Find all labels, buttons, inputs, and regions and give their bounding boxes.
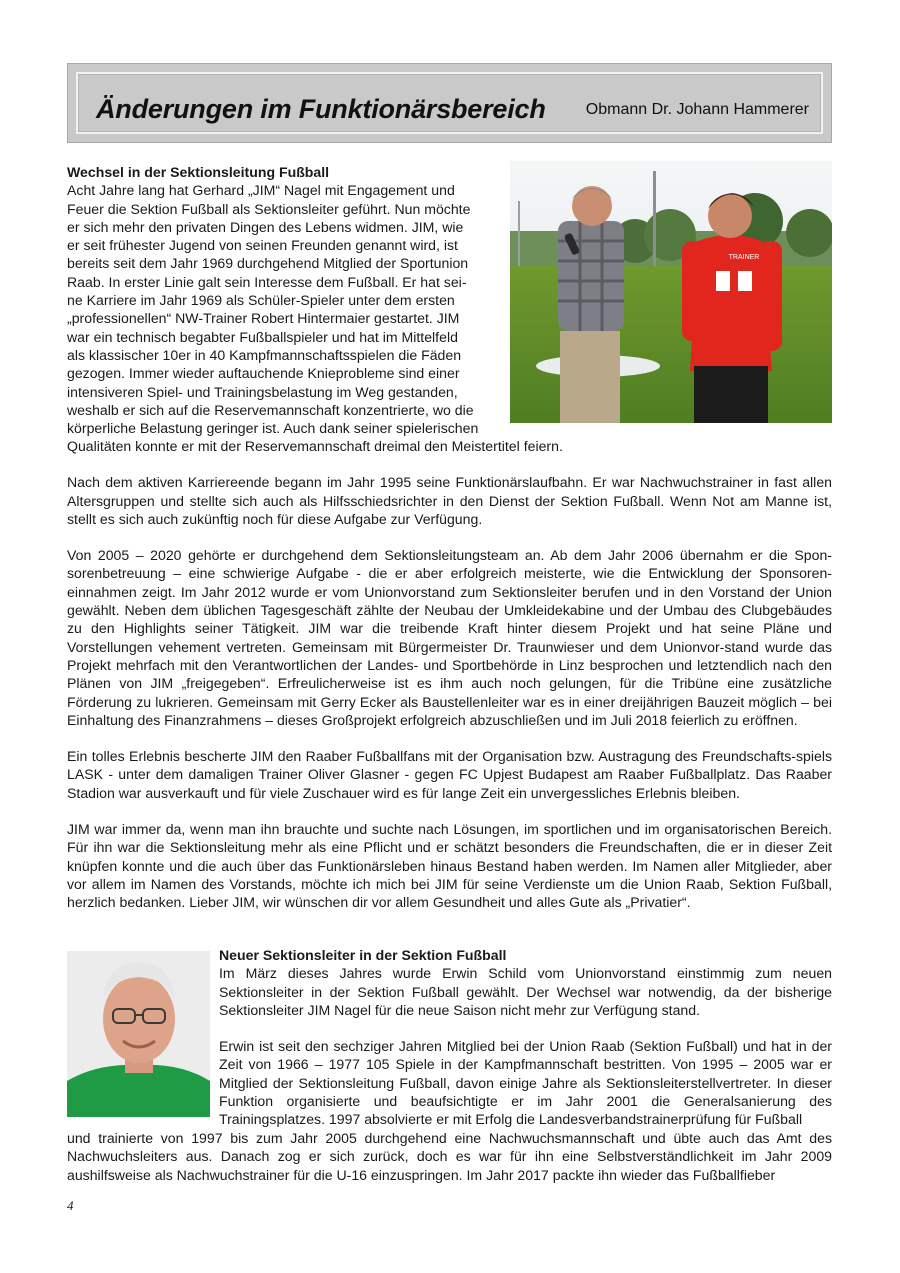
intro-line: körperliche Belastung geringer ist. Auch dank seiner spielerischen (67, 420, 479, 437)
section1-heading: Wechsel in der Sektionsleitung Fußball (67, 164, 330, 180)
intro-line: als klassischer 10er in 40 Kampfmannschaftsspielen die Fäden (67, 346, 462, 363)
trainer-shirt-text: TRAINER (728, 254, 760, 261)
erwin-schild-photo (67, 951, 210, 1117)
intro-line: „professionellen“ NW-Trainer Robert Hintermaier gestartet. JIM (67, 310, 460, 327)
intro-line: war ein technisch begabter Fußballspieler und hat im Mittelfeld (67, 328, 458, 345)
intro-line: weshalb er sich auf die Reservemannschaft konzentrierte, wo die (67, 401, 474, 418)
title-banner (67, 63, 832, 143)
paragraph: Ein tolles Erlebnis bescherte JIM den Raaber Fußballfans mit der Organisation bzw. Austragung des Freundschafts-spiels LASK - unter dem damaligen Trainer Oliver Glasner - gegen FC Upjest Budapest am Raaber Fußballplatz. Das Raaber Stadion war ausverkauft und für viele Zuschauer wird es für lange Zeit ein unvergessliches Erlebnis bleiben. (67, 748, 832, 801)
intro-line: er sich mehr den privaten Dingen des Lebens widmen. JIM, wie (67, 218, 464, 235)
section2-side (219, 946, 832, 1129)
section2-heading: Neuer Sektionsleiter in der Sektion Fußball (219, 947, 507, 963)
intro-line: intensiveren Spiel- und Trainingsbelastung im Weg gestanden, (67, 383, 458, 400)
paragraph: Erwin ist seit den sechziger Jahren Mitglied bei der Union Raab (Sektion Fußball) und hat in der Zeit von 1966 – 1977 105 Spiele in der Kampfmannschaft bestritten. Von 1995 – 2005 war er Mitglied der Sektionsleitung Fußball, davon einige Jahre als Sektionsleiterstellvertreter. In dieser Funktion organisierte und beaufsichtigte er im Jahr 2001 die Generalsanierung des Trainingsplatzes. 1997 absolvierte er mit Erfolg die Landesverbandstrainerprüfung für Fußball (219, 1038, 832, 1128)
section1-intro (67, 163, 500, 437)
page-title: Änderungen im Funktionärsbereich (96, 94, 546, 124)
paragraph: Im März dieses Jahres wurde Erwin Schild vom Unionvorstand einstimmig zum neuen Sektionsleiter in der Sektion Fußball gewählt. Der Wechsel war notwendig, da der bisherige Sektionsleiter JIM Nagel für die neue Saison nicht mehr zur Verfügung stand. (219, 965, 832, 1018)
intro-line: Raab. In erster Linie galt sein Interesse dem Fußball. Er hat sei- (67, 273, 467, 290)
intro-line: ne Karriere im Jahr 1969 als Schüler-Spieler unter dem ersten (67, 292, 455, 309)
author-name: Obmann Dr. Johann Hammerer (585, 101, 809, 118)
title-banner-frame (76, 72, 823, 134)
intro-line: bereits seit dem Jahr 1969 durchgehend Mitglied der Sportunion (67, 255, 469, 272)
paragraph: und trainierte von 1997 bis zum Jahr 2005 durchgehend eine Nachwuchsmannschaft und übte auch das Amt des Nachwuchsleiters aus. Danach zog er sich zurück, doch es war für ihn eine Selbstverständlichkeit im Jahr 2009 aushilfsweise als Nachwuchstrainer für die U-16 einzuspringen. Im Jahr 2017 packte ihn wieder das Fußballfieber (67, 1130, 832, 1183)
intro-line: Feuer die Sektion Fußball als Sektionsleiter geführt. Nun möchte (67, 200, 471, 217)
intro-line: Acht Jahre lang hat Gerhard „JIM“ Nagel mit Engagement und (67, 182, 455, 199)
jim-nagel-photo (510, 161, 832, 423)
page-number: 4 (67, 1198, 74, 1213)
intro-last-line: Qualitäten konnte er mit der Reservemannschaft dreimal den Meistertitel feiern. (67, 438, 563, 454)
section1-body (67, 437, 832, 912)
paragraph: Nach dem aktiven Karriereende begann im Jahr 1995 seine Funktionärslaufbahn. Er war Nachwuchstrainer in fast allen Altersgruppen und stellte sich auch als Hilfsschiedsrichter in den Dienst der Sektion Fußball. Wenn Not am Manne ist, stellt es sich auch zukünftig noch für diese Aufgabe zur Verfügung. (67, 474, 832, 527)
intro-line: er seit frühester Jugend von seinen Freunden genannt wird, ist (67, 237, 458, 254)
intro-line: gezogen. Immer wieder auftauchende Knieprobleme sind einer (67, 365, 460, 382)
section2-full (67, 1129, 832, 1184)
paragraph: Von 2005 – 2020 gehörte er durchgehend dem Sektionsleitungsteam an. Ab dem Jahr 2006 übernahm er die Spon-sorenbetreuung – eine schwierige Aufgabe - die er aber erfolgreich meisterte, wie die Entwicklung der Sponsoren-einnahmen zeigt. Im Jahr 2012 wurde er vom Unionvorstand zum Sektionsleiter berufen und in den Vorstand der Union gewählt. Neben dem üblichen Tagesgeschäft zählte der Neubau der Umkleidekabine und der Umbau des Clubgebäudes zu den Highlights seiner Tätigkeit. JIM war die treibende Kraft hinter diesem Projekt und hat seine Pläne und Vorstellungen vehement vertreten. Gemeinsam mit Bürgermeister Dr. Traunwieser und dem Unionvor-stand wurde das Projekt mehrfach mit den Verantwortlichen der Landes- und Sportbehörde in Linz besprochen und letztendlich nach den Plänen von JIM „freigegeben“. Erfreulicherweise ist es ihm auch noch gelungen, für die Tribüne eine zusätzliche Förderung zu lukrieren. Gemeinsam mit Gerry Ecker als Baustellenleiter war es in einer dreijährigen Bauzeit möglich – bei Einhaltung des Finanzrahmens – dieses Großprojekt erfolgreich abzuschließen und im Juli 2018 feierlich zu eröffnen. (67, 547, 832, 728)
paragraph: JIM war immer da, wenn man ihn brauchte und suchte nach Lösungen, im sportlichen und im organisatorischen Bereich. Für ihn war die Sektionsleitung mehr als eine Pflicht und er schätzt besonders die Freundschaften, die er in dieser Zeit knüpfen konnte und die auch über das Funktionärsleben hinaus Bestand haben werden. Im Namen aller Mitglieder, aber vor allem im Namen des Vorstands, möchte ich mich bei JIM für seine Verdienste um die Union Raab, Sektion Fußball, herzlich bedanken. Lieber JIM, wir wünschen dir vor allem Gesundheit und alles Gute als „Privatier“. (67, 821, 832, 911)
